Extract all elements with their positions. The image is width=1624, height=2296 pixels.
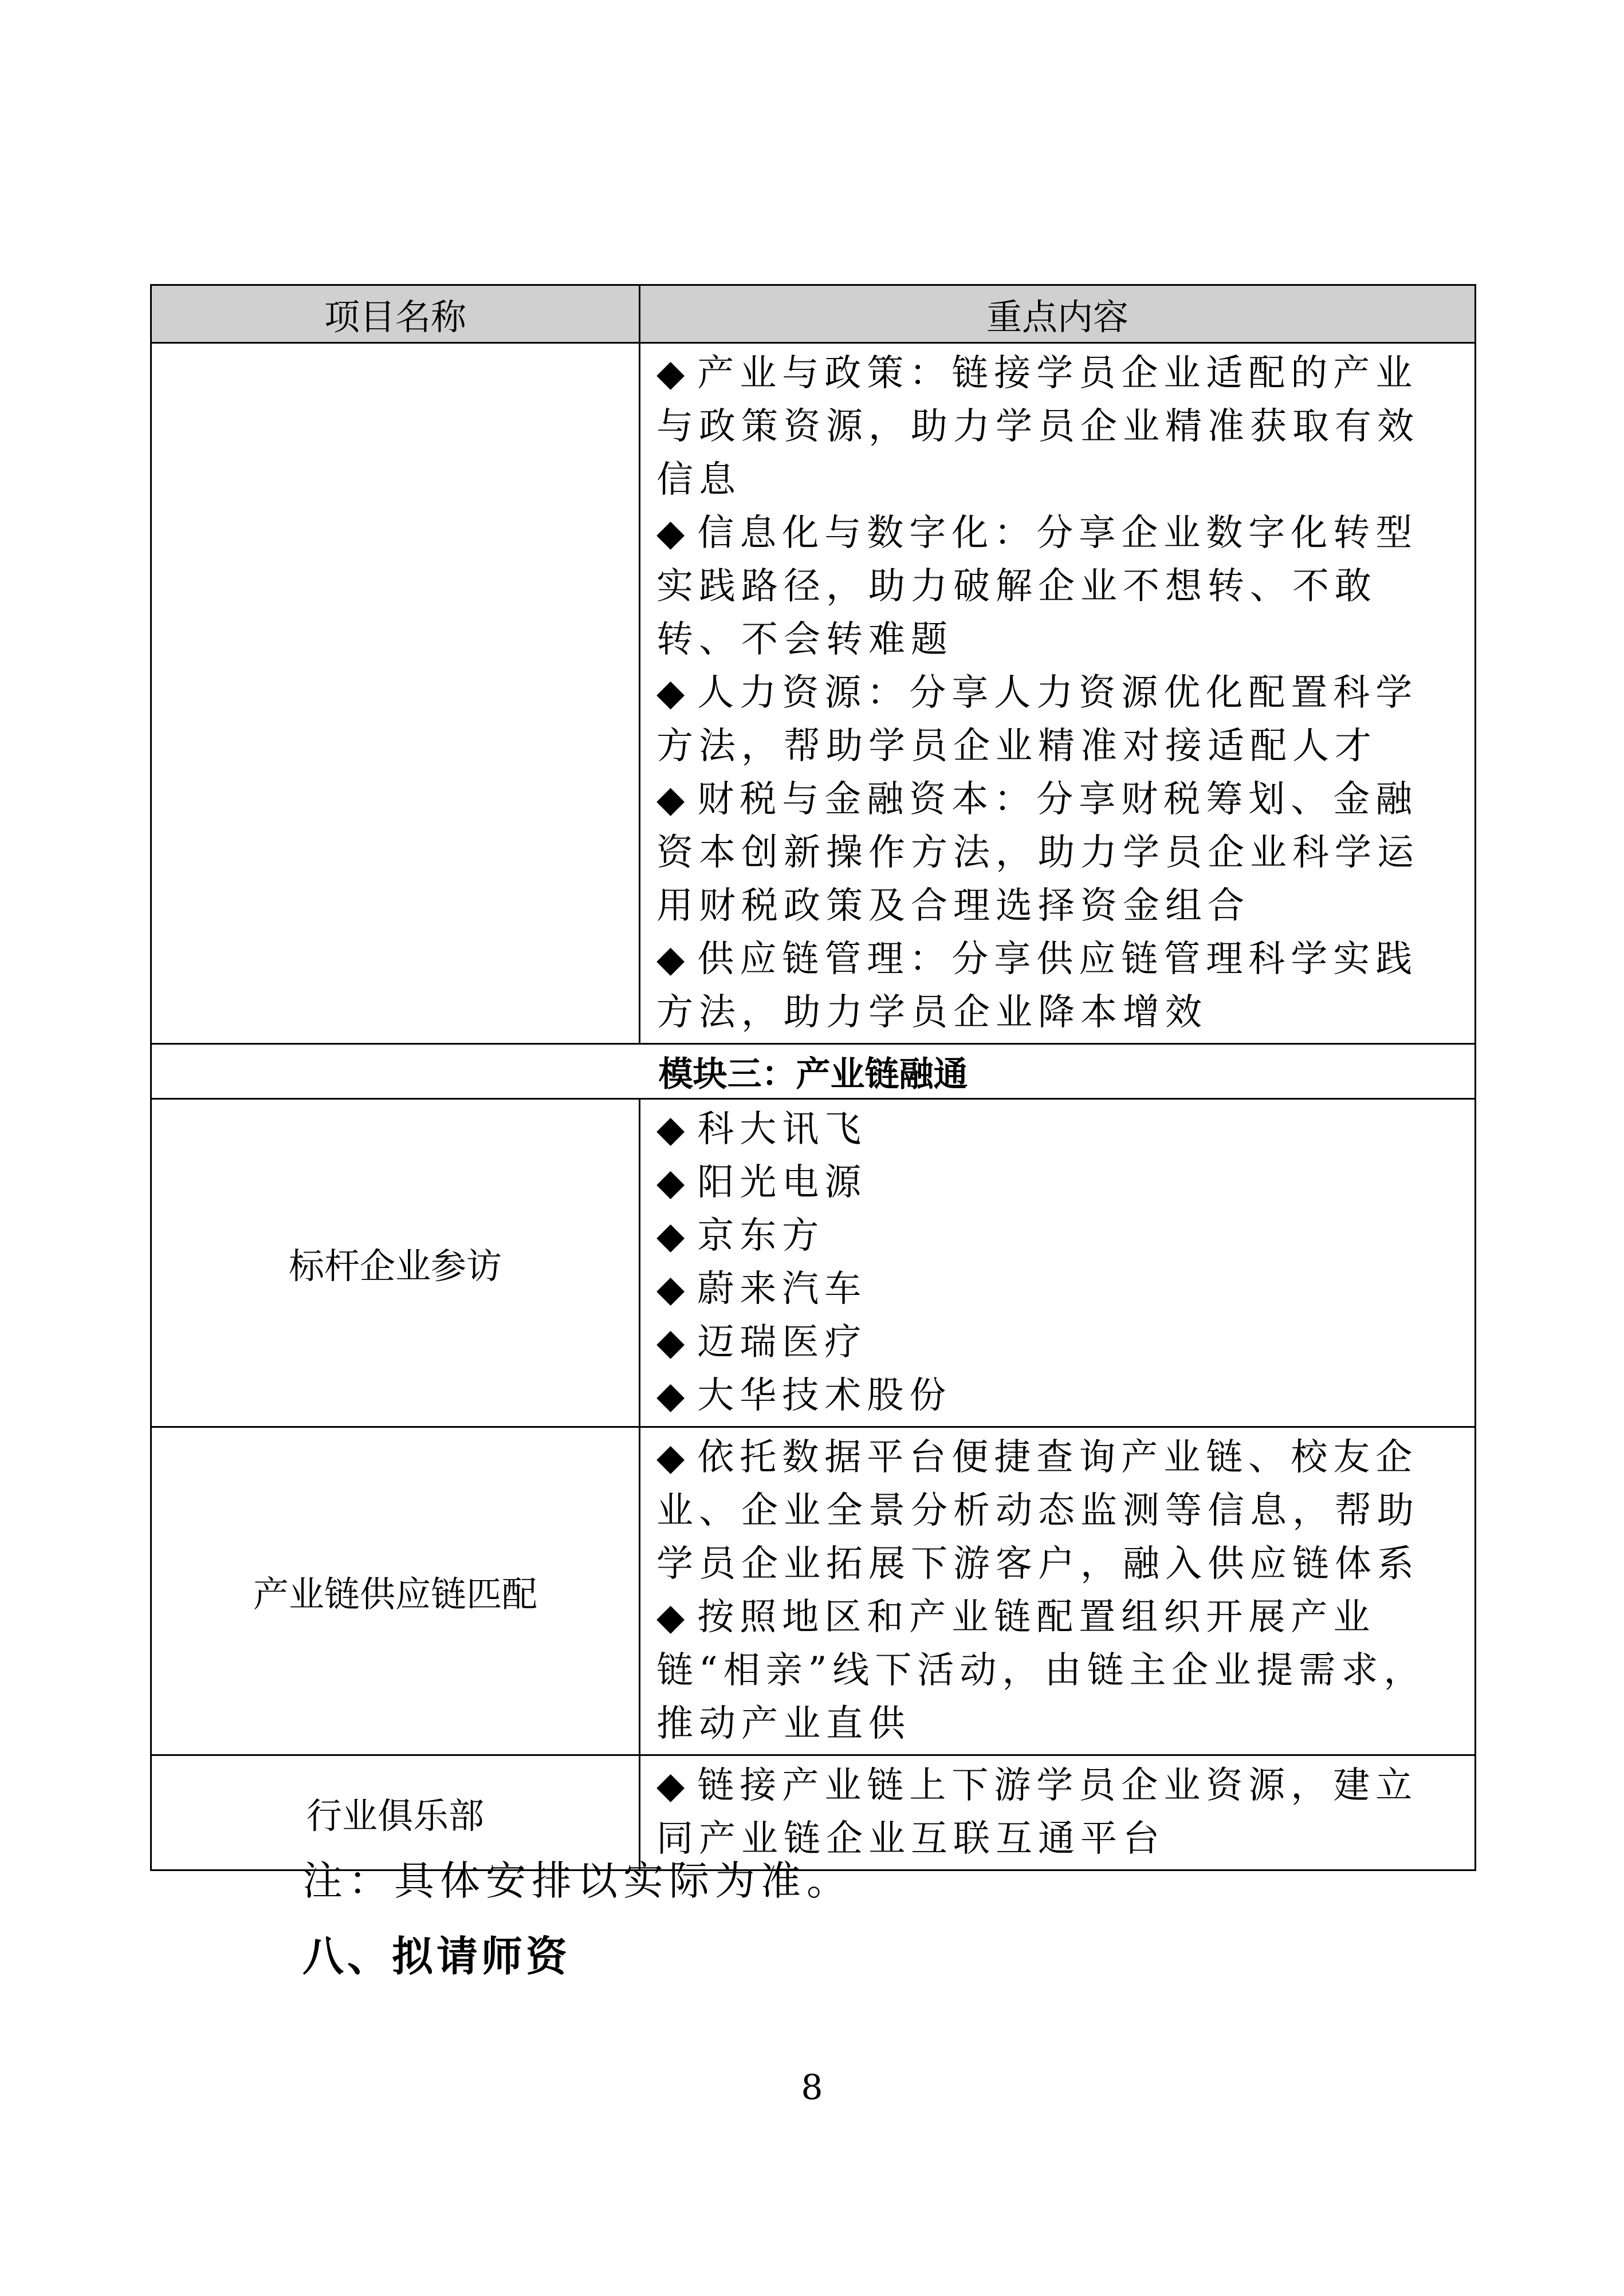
module-title: 模块三：产业链融通 [151, 1044, 1476, 1099]
section-heading: 八、拟请师资 [302, 1932, 571, 1980]
diamond-bullet-icon: ◆ [656, 352, 685, 395]
row-content-cell [640, 343, 1476, 1044]
list-item: ◆ 阳光电源 [656, 1161, 867, 1204]
list-item: ◆ 信息化与数字化：分享企业数字化转型实践路径，助力破解企业不想转、不敢转、不会转难题 [656, 512, 1418, 661]
row-name-benchmark-visit: 标杆企业参访 [151, 1099, 640, 1427]
row-name-industry-club: 行业俱乐部 [151, 1755, 640, 1870]
diamond-bullet-icon: ◆ [656, 1108, 685, 1151]
note-text: 注：具体安排以实际为准。 [302, 1857, 852, 1904]
list-item: ◆ 依托数据平台便捷查询产业链、校友企业、企业全景分析动态监测等信息，帮助学员企业拓展下游客户，融入供应链体系 [656, 1436, 1419, 1585]
diamond-bullet-icon: ◆ [656, 1161, 685, 1204]
table-row [151, 343, 1476, 1044]
table-row [151, 1099, 1476, 1427]
list-item: ◆ 迈瑞医疗 [656, 1321, 867, 1364]
list-item: ◆ 供应链管理：分享供应链管理科学实践方法，助力学员企业降本增效 [656, 938, 1418, 1034]
diamond-bullet-icon: ◆ [656, 672, 685, 714]
row-name-supply-chain-matching: 产业链供应链匹配 [151, 1427, 640, 1755]
module-title-row [151, 1044, 1476, 1099]
list-item: ◆ 人力资源：分享人力资源优化配置科学方法，帮助学员企业精准对接适配人才 [656, 672, 1418, 767]
diamond-bullet-icon: ◆ [656, 1436, 685, 1479]
header-key-content: 重点内容 [640, 285, 1476, 343]
header-project-name: 项目名称 [151, 285, 640, 343]
diamond-bullet-icon: ◆ [656, 778, 685, 821]
list-item: ◆ 科大讯飞 [656, 1108, 867, 1151]
list-item: ◆ 财税与金融资本：分享财税筹划、金融资本创新操作方法，助力学员企业科学运用财税政策及合理选择资金组合 [656, 778, 1419, 927]
page-number: 8 [801, 2067, 823, 2108]
row-content-cell [640, 1099, 1476, 1427]
list-item: ◆ 大华技术股份 [656, 1375, 952, 1417]
content-table [150, 284, 1476, 1871]
table-row [151, 1427, 1476, 1755]
list-item: ◆ 按照地区和产业链配置组织开展产业链“相亲”线下活动，由链主企业提需求，推动产业直供 [656, 1596, 1426, 1745]
row-content-cell [640, 1427, 1476, 1755]
diamond-bullet-icon: ◆ [656, 1765, 685, 1807]
list-item: ◆ 链接产业链上下游学员企业资源，建立同产业链企业互联互通平台 [656, 1765, 1418, 1860]
diamond-bullet-icon: ◆ [656, 1375, 685, 1417]
table-header-row [151, 285, 1476, 343]
list-item: ◆ 蔚来汽车 [656, 1268, 867, 1310]
diamond-bullet-icon: ◆ [656, 938, 685, 980]
list-item: ◆ 产业与政策：链接学员企业适配的产业与政策资源，助力学员企业精准获取有效信息 [656, 352, 1419, 501]
diamond-bullet-icon: ◆ [656, 1596, 685, 1639]
diamond-bullet-icon: ◆ [656, 512, 685, 554]
diamond-bullet-icon: ◆ [656, 1268, 685, 1310]
row-name-cell [151, 343, 640, 1044]
diamond-bullet-icon: ◆ [656, 1215, 685, 1257]
diamond-bullet-icon: ◆ [656, 1321, 685, 1364]
list-item: ◆ 京东方 [656, 1215, 825, 1257]
